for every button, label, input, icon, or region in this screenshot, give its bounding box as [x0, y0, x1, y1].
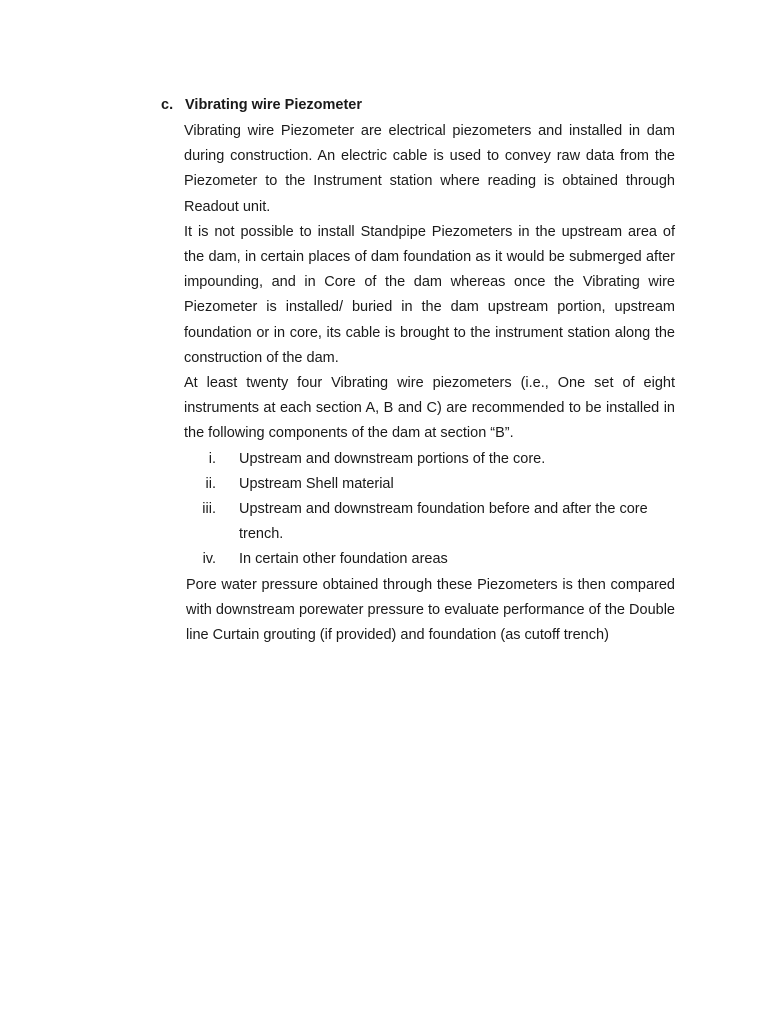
list-number: ii. [205, 475, 216, 492]
component-list [184, 447, 675, 573]
paragraph-closing: Pore water pressure obtained through these Piezometers is then compared with downstream porewater pressure to evaluate performance of the Double line Curtain grouting (if provided) and foundation (as cutoff trench) [186, 576, 675, 644]
paragraph-recommendation: At least twenty four Vibrating wire piezometers (i.e., One set of eight instruments at each section A, B and C) are recommended to be installed in the following components of the dam at section “B”. [184, 375, 675, 442]
list-text: Upstream Shell material [239, 475, 394, 492]
list-item [184, 497, 675, 547]
list-number: iv. [202, 551, 216, 568]
section-marker: c. [161, 97, 174, 113]
list-number: iii. [202, 501, 216, 518]
list-number: i. [208, 450, 216, 467]
list-text: In certain other foundation areas [239, 551, 448, 568]
paragraph-installation: It is not possible to install Standpipe Piezometers in the upstream area of the dam, in certain places of dam foundation as it would be submerged after impounding, and in Core of the dam whereas once the Vibrating wire Piezometer is installed/ buried in the dam upstream portion, upstream foundation or in core, its cable is brought to the instrument station along the construction of the dam. [184, 223, 675, 366]
list-text: Upstream and downstream portions of the core. [239, 450, 546, 467]
list-item [184, 472, 675, 497]
list-item [184, 547, 675, 572]
list-text: Upstream and downstream foundation before and after the core trench. [239, 501, 648, 543]
section-title: Vibrating wire Piezometer [185, 97, 363, 113]
list-item [184, 447, 675, 472]
section-body [184, 119, 675, 648]
paragraph-intro: Vibrating wire Piezometer are electrical piezometers and installed in dam during construction. An electric cable is used to convey raw data from the Piezometer to the Instrument station where reading is obtained through Readout unit. [184, 123, 675, 215]
section-heading [161, 95, 362, 115]
